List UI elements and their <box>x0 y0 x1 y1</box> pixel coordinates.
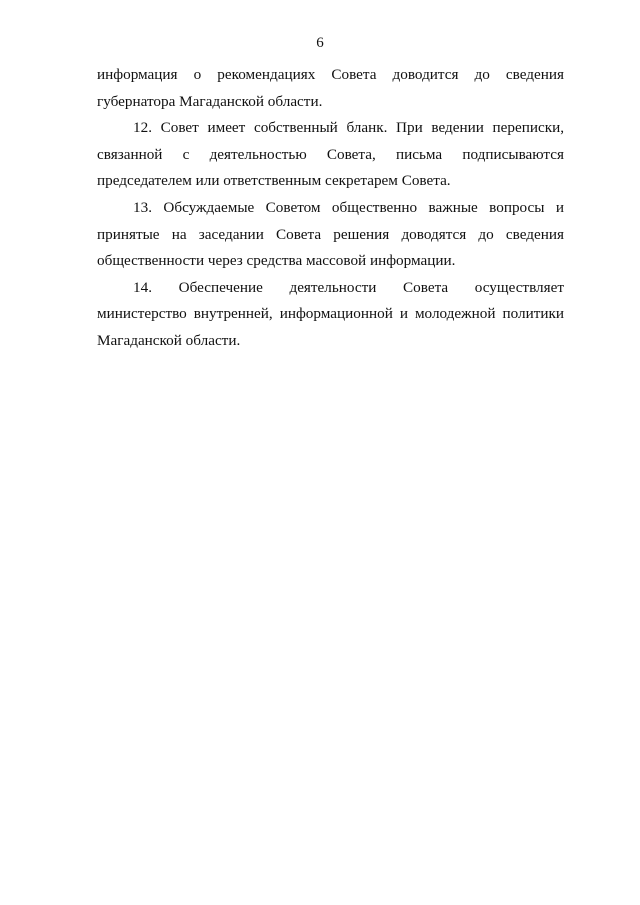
page-number: 6 <box>316 35 324 51</box>
document-body <box>97 62 564 355</box>
paragraph-13: 13. Обсуждаемые Советом общественно важные вопросы и принятые на заседании Совета решения доводятся до сведения общественности через средства массовой информации. <box>97 198 564 270</box>
paragraph-14: 14. Обеспечение деятельности Совета осуществляет министерство внутренней, информационной и молодежной политики Магаданской области. <box>97 278 564 349</box>
paragraph-12: 12. Совет имеет собственный бланк. При ведении переписки, связанной с деятельностью Совета, письма подписываются председателем или ответственным секретарем Совета. <box>97 119 564 190</box>
paragraph-continuation: информация о рекомендациях Совета доводится до сведения губернатора Магаданской области. <box>97 66 564 110</box>
